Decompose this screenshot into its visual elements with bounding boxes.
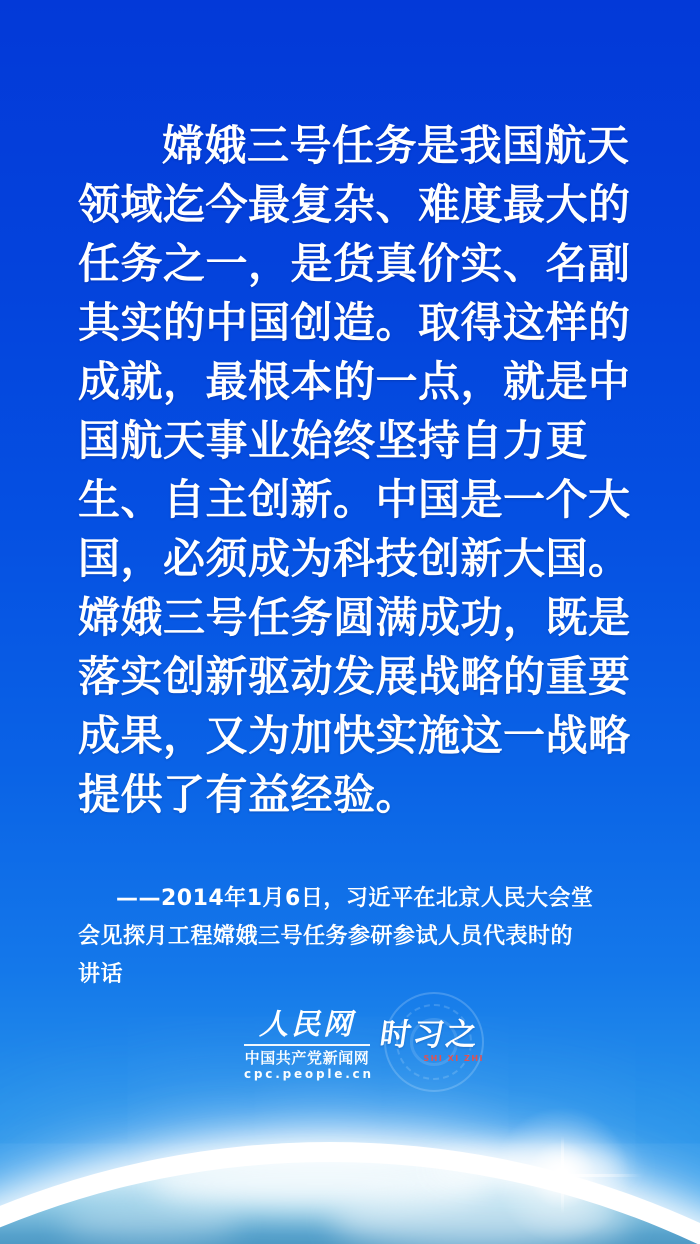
shixizhi-logo bbox=[377, 1017, 490, 1088]
logo-divider-line bbox=[244, 1044, 370, 1046]
attribution-line: ——2014年1月6日，习近平在北京人民大会堂 bbox=[116, 886, 594, 911]
quote-line: 国航天事业始终坚持自力更 bbox=[78, 416, 589, 465]
quote-line: 嫦娥三号任务圆满成功，既是 bbox=[78, 593, 631, 642]
quote-line: 落实创新驱动发展战略的重要 bbox=[78, 652, 631, 701]
quote-line: 国，必须成为科技创新大国。 bbox=[78, 534, 631, 583]
people-daily-script-logo: 人民网 bbox=[258, 1007, 355, 1041]
quote-line: 成果，又为加快实施这一战略 bbox=[78, 711, 631, 760]
sun-glint-ray bbox=[561, 1136, 564, 1214]
cpc-site-domain: cpc.people.cn bbox=[244, 1066, 374, 1081]
attribution bbox=[78, 880, 638, 994]
quote-line: 成就，最根本的一点，就是中 bbox=[78, 357, 631, 406]
quote-line: 嫦娥三号任务是我国航天 bbox=[162, 121, 630, 170]
quote-line: 生、自主创新。中国是一个大 bbox=[78, 475, 631, 524]
quote-line: 任务之一，是货真价实、名副 bbox=[78, 239, 631, 288]
people-daily-logo bbox=[244, 1006, 374, 1082]
cpc-news-site-name: 中国共产党新闻网 bbox=[244, 1048, 370, 1067]
quote-line: 领域迄今最复杂、难度最大的 bbox=[78, 180, 631, 229]
quote-line: 其实的中国创造。取得这样的 bbox=[78, 298, 631, 347]
attribution-line: 讲话 bbox=[78, 962, 124, 987]
shixizhi-logo-text: 时习之 bbox=[377, 1017, 482, 1053]
quote-line: 提供了有益经验。 bbox=[78, 770, 419, 819]
quote-text bbox=[78, 116, 630, 824]
cloud-texture bbox=[60, 1200, 240, 1244]
attribution-line: 会见探月工程嫦娥三号任务参研参试人员代表时的 bbox=[78, 924, 574, 949]
shixizhi-pinyin: SHI XI ZHI bbox=[423, 1054, 484, 1063]
